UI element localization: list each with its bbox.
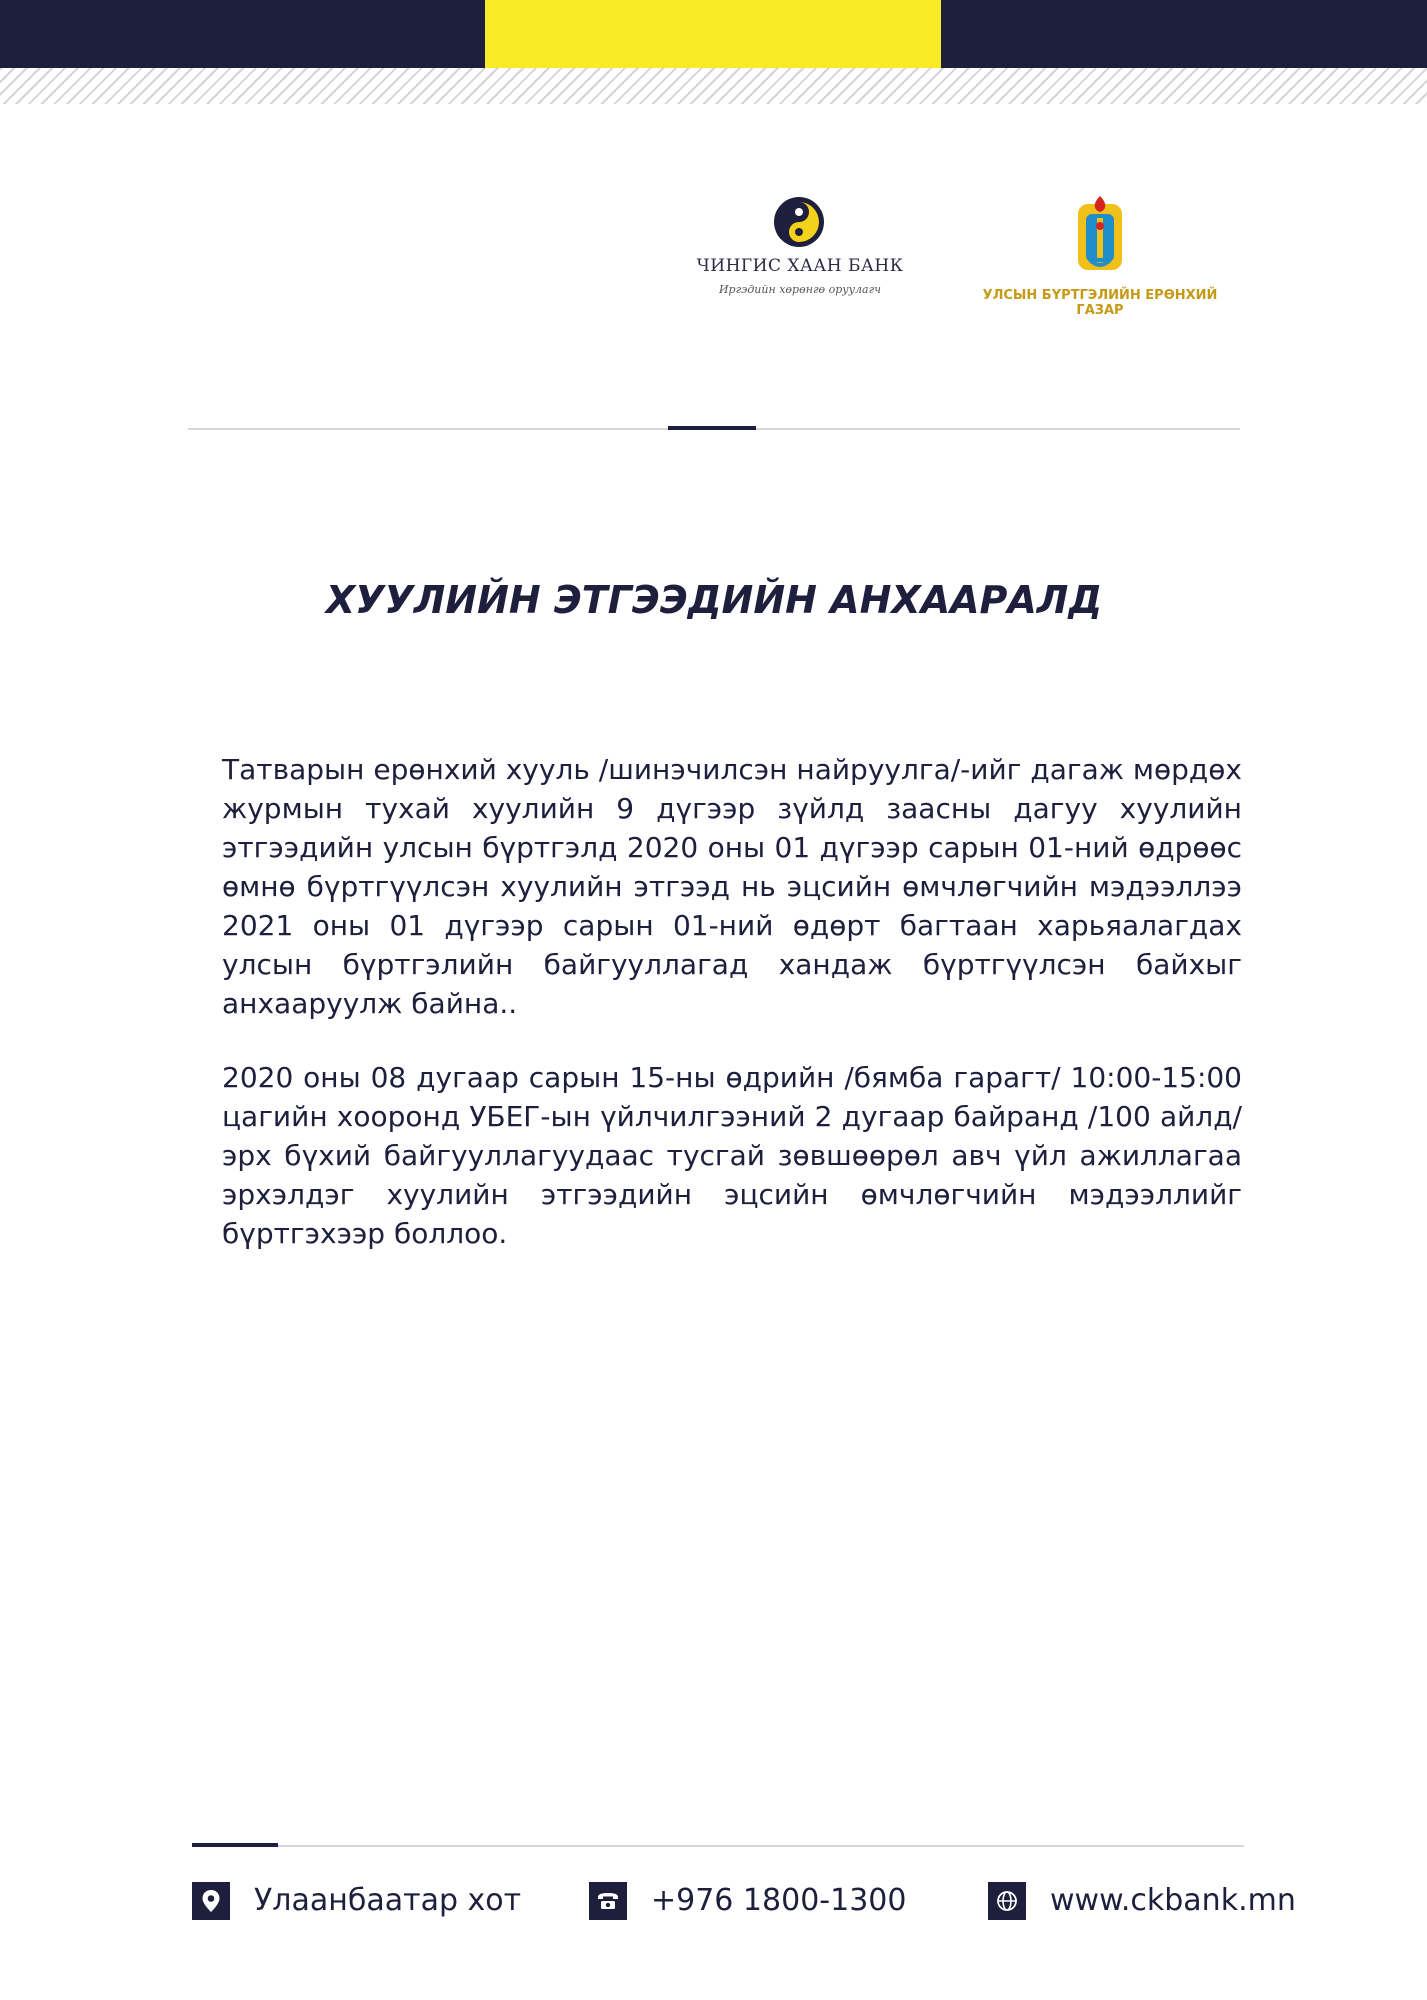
header-divider-accent: [668, 426, 756, 430]
footer-divider: [192, 1845, 1244, 1847]
page-title: ХУУЛИЙН ЭТГЭЭДИЙН АНХААРАЛД: [325, 578, 1103, 622]
globe-icon: [988, 1882, 1026, 1920]
top-banner-accent: [485, 0, 941, 68]
registry-logo: [960, 196, 1240, 318]
location-pin-icon: [192, 1882, 230, 1920]
ck-bank-emblem-icon: [773, 196, 825, 248]
hatch-strip: [0, 68, 1427, 104]
address-text: Улаанбаатар хот: [254, 1883, 522, 1918]
phone-text: +976 1800-1300: [651, 1883, 907, 1918]
soyombo-emblem-icon: [1072, 196, 1128, 274]
notice-paragraph-2: 2020 оны 08 дугаар сарын 15-ны өдрийн /бямба гарагт/ 10:00-15:00 цагийн хооронд УБЕГ-ын үйлчилгээний 2 дугаар байранд /100 айлд/ эрх бүхий байгууллагуудаас тусгай зөвшөөрөл авч үйл ажиллагаа эрхэлдэг хуулийн этгээдийн эцсийн өмчлөгчийн мэдээллийг бүртгэхээр боллоо.: [222, 1061, 1242, 1250]
footer-divider-accent: [192, 1843, 278, 1847]
ck-bank-name: ЧИНГИС ХААН БАНК: [696, 256, 904, 276]
notice-paragraph-1: Татварын ерөнхий хууль /шинэчилсэн найруулга/-ийг дагаж мөрдөх журмын тухай хуулийн 9 дүгээр зүйлд заасны дагуу хуулийн этгээдийн улсын бүртгэлд 2020 оны 01 дүгээр сарын 01-ний өдрөөс өмнө бүртгүүлсэн хуулийн этгээд нь эцсийн өмчлөгчийн мэдээллээ 2021 оны 01 дүгээр сарын 01-ний өдөрт багтаан харьяалагдах улсын бүртгэлийн байгууллагад хандаж бүртгүүлсэн байхыг анхааруулж байна..: [222, 753, 1242, 1020]
website-link[interactable]: www.ckbank.mn: [1050, 1883, 1296, 1918]
phone-icon: [589, 1882, 627, 1920]
ck-bank-logo: [690, 196, 910, 306]
registry-name: УЛСЫН БҮРТГЭЛИЙН ЕРӨНХИЙ ГАЗАР: [982, 288, 1218, 318]
ck-bank-slogan: Иргэдийн хөрөнгө оруулагч: [718, 283, 882, 296]
